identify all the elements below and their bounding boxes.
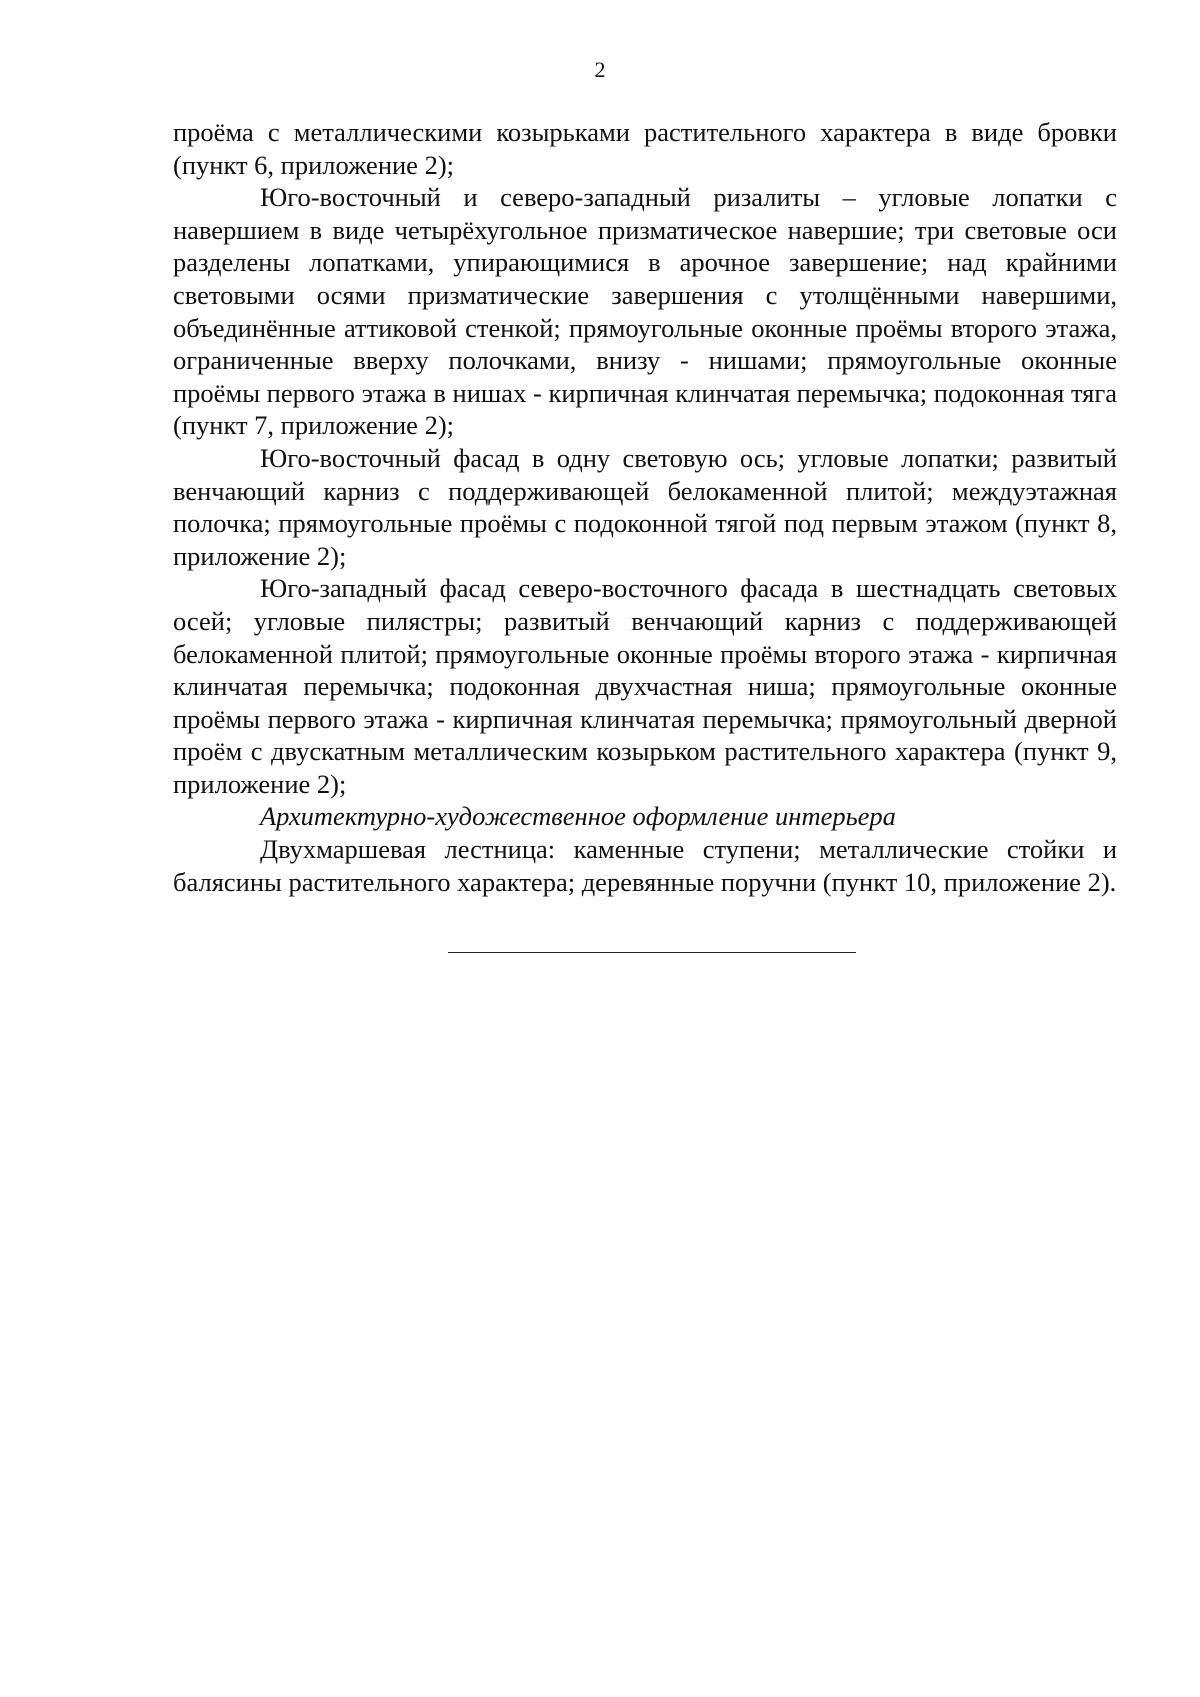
page-number: 2 bbox=[594, 57, 606, 82]
paragraph-continuation: проёма с металлическими козырьками растительного характера в виде бровки (пункт 6, приложение 2); bbox=[173, 117, 1117, 180]
paragraph-southeast-facade: Юго-восточный фасад в одну световую ось; угловые лопатки; развитый венчающий карниз с поддерживающей белокаменной плитой; междуэтажная полочка; прямоугольные проёмы с подоконной тягой под первым этажом (пункт 8, приложение 2); bbox=[173, 442, 1117, 571]
paragraph-staircase: Двухмаршевая лестница: каменные ступени; металлические стойки и балясины растительного характера; деревянные поручни (пункт 10, приложение 2). bbox=[173, 834, 1117, 897]
paragraph-risalits: Юго-восточный и северо-западный ризалиты – угловые лопатки с навершием в виде четырёхугольное призматическое навершие; три световые оси разделены лопатками, упирающимися в арочное завершение; над крайними световыми осями призматические завершения с утолщёнными навершими, объединённые аттиковой стенкой; прямоугольные оконные проёмы второго этажа, ограниченные вверху полочками, внизу - нишами; прямоугольные оконные проёмы первого этажа в нишах - кирпичная клинчатая перемычка; подоконная тяга (пункт 7, приложение 2); bbox=[173, 182, 1117, 441]
paragraph-southwest-facade: Юго-западный фасад северо-восточного фасада в шестнадцать световых осей; угловые пилястры; развитый венчающий карниз с поддерживающей белокаменной плитой; прямоугольные оконные проёмы второго этажа - кирпичная клинчатая перемычка; подоконная двухчастная ниша; прямоугольные оконные проёмы первого этажа - кирпичная клинчатая перемычка; прямоугольный дверной проём с двускатным металлическим козырьком растительного характера (пункт 9, приложение 2); bbox=[173, 573, 1117, 799]
section-heading: Архитектурно-художественное оформление интерьера bbox=[260, 801, 896, 832]
document-body bbox=[173, 116, 1117, 898]
end-separator-line bbox=[448, 952, 856, 953]
